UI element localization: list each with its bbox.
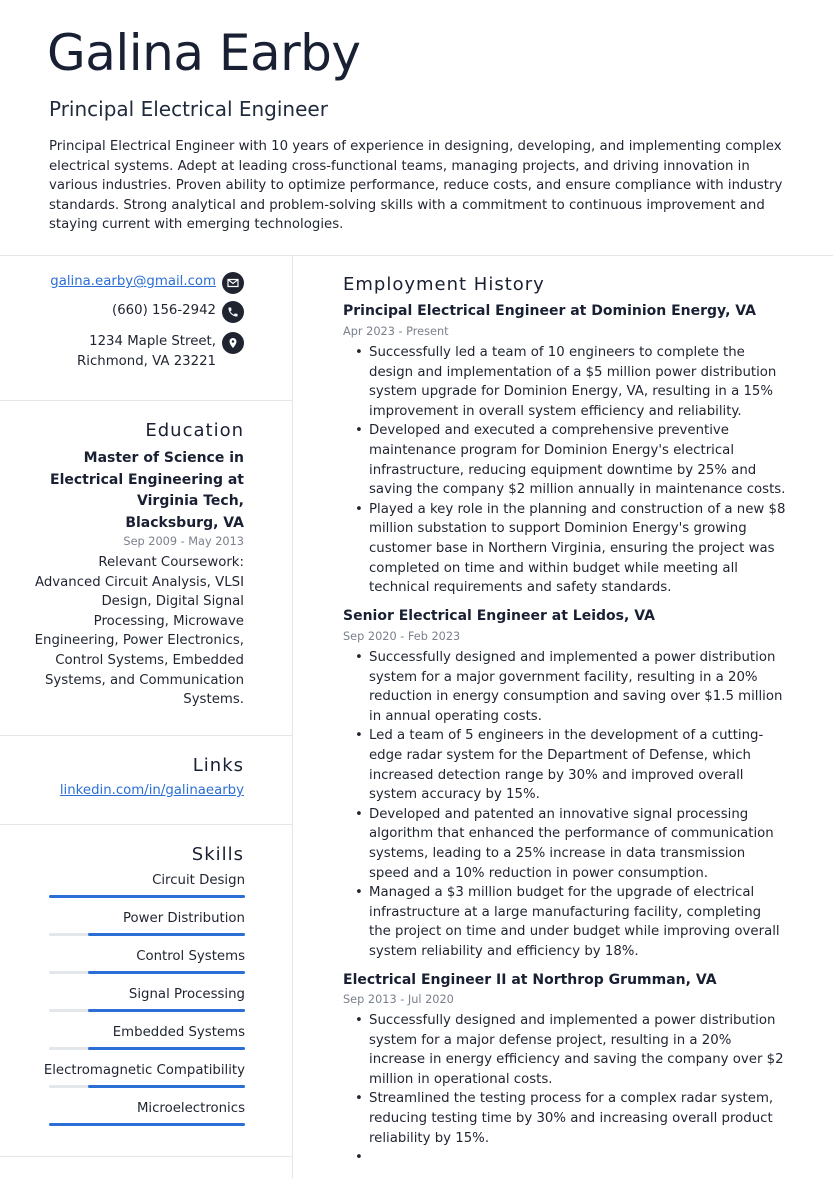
email-icon: [222, 272, 244, 294]
education-heading: Education: [145, 420, 244, 441]
list-item: • Developed and patented an innovative signal processing algorithm that enhanced the performance of communication systems, leading to a 25% increase in data transmission speed and a 10% reduction in power consumption.: [355, 805, 787, 883]
phone-icon: [222, 301, 244, 323]
skill-level-bar: [49, 1009, 245, 1012]
employment-heading: Employment History: [343, 274, 545, 295]
skill-name: Electromagnetic Compatibility: [43, 1063, 245, 1078]
location-pin-icon: [222, 332, 244, 354]
skill-level-fill: [88, 1085, 245, 1088]
skill-level-fill: [88, 1009, 245, 1012]
education-degree: Master of Science in Electrical Engineering at Virginia Tech, Blacksburg, VA: [50, 450, 244, 531]
resume-header: [0, 0, 833, 256]
linkedin-link[interactable]: linkedin.com/in/galinaearby: [59, 783, 244, 798]
skill-level-bar: [49, 1123, 245, 1126]
list-item: [355, 1148, 787, 1168]
skill-name: Control Systems: [136, 949, 245, 964]
list-item: • Managed a $3 million budget for the upgrade of electrical infrastructure at a large manufacturing facility, completing the project on time and under budget while improving overall system reliability and efficiency by 18%.: [355, 883, 787, 961]
list-item: • Successfully designed and implemented a power distribution system for a major government facility, resulting in a 20% reduction in energy consumption and saving over $1.5 million in annual operating costs.: [355, 648, 787, 726]
skill-level-bar: [49, 971, 245, 974]
skill-level-bar: [49, 1047, 245, 1050]
list-item: • Streamlined the testing process for a complex radar system, reducing testing time by 30% and increasing overall product reliability by 15%.: [355, 1089, 787, 1148]
links-heading: Links: [192, 755, 244, 776]
skill-level-fill: [88, 971, 245, 974]
skill-level-bar: [49, 933, 245, 936]
skill-name: Circuit Design: [152, 873, 245, 888]
skills-heading: Skills: [191, 844, 244, 865]
list-item: • Successfully designed and implemented a power distribution system for a major defense project, resulting in a 20% increase in energy efficiency and saving the company over $2 million in operational costs.: [355, 1011, 787, 1089]
job-title: Senior Electrical Engineer at Leidos, VA: [343, 608, 655, 624]
skill-item: [43, 1063, 245, 1101]
skill-item: [49, 1101, 245, 1139]
skill-name: Signal Processing: [128, 987, 245, 1002]
skill-item: [49, 987, 245, 1025]
divider: [0, 735, 293, 736]
job-dates: Apr 2023 - Present: [343, 325, 449, 338]
skill-level-fill: [49, 1123, 245, 1126]
list-item: • Successfully led a team of 10 engineers to complete the design and implementation of a $5 million power distribution system upgrade for Dominion Energy, VA, resulting in a 15% improvement in overall system efficiency and reliability.: [355, 343, 787, 421]
job-dates: Sep 2013 - Jul 2020: [343, 993, 454, 1006]
skill-name: Power Distribution: [122, 911, 245, 926]
skill-item: [49, 1025, 245, 1063]
phone-number: (660) 156-2942: [112, 303, 216, 318]
skill-item: [49, 911, 245, 949]
skill-level-fill: [88, 1047, 245, 1050]
list-item: • Developed and executed a comprehensive preventive maintenance program for Dominion Energy's electrical infrastructure, reducing equipment downtime by 25% and saving the company $2 million annually in maintenance costs.: [355, 421, 787, 499]
skill-item: [49, 949, 245, 987]
skill-level-bar: [49, 1085, 245, 1088]
list-item: • Played a key role in the planning and construction of a new $8 million substation to support Dominion Energy's growing customer base in Northern Virginia, ensuring the project was completed on time and within budget while meeting all technical requirements and safety standards.: [355, 500, 787, 598]
education-description: Relevant Coursework: Advanced Circuit Analysis, VLSI Design, Digital Signal Processing, Microwave Engineering, Power Electronics, Control Systems, Embedded Systems, and Communication Systems.: [34, 555, 244, 708]
skill-level-fill: [88, 933, 245, 936]
candidate-title: Principal Electrical Engineer: [49, 97, 328, 121]
divider: [0, 824, 293, 825]
skill-level-fill: [49, 895, 245, 898]
skill-item: [49, 873, 245, 911]
skill-level-bar: [49, 895, 245, 898]
job-title: Principal Electrical Engineer at Dominion Energy, VA: [343, 303, 756, 319]
skill-name: Microelectronics: [136, 1101, 245, 1116]
job-bullets: [355, 648, 787, 962]
contact-address-row: [26, 332, 244, 372]
job-title: Electrical Engineer II at Northrop Grumman, VA: [343, 972, 717, 988]
job-bullets: [355, 1011, 787, 1168]
job-bullets: [355, 343, 787, 598]
divider: [0, 1156, 293, 1157]
candidate-name: Galina Earby: [47, 24, 361, 82]
skill-name: Embedded Systems: [112, 1025, 245, 1040]
street-address: 1234 Maple Street, Richmond, VA 23221: [77, 334, 216, 369]
education-dates: Sep 2009 - May 2013: [123, 535, 244, 548]
left-column: [0, 256, 293, 1178]
profile-summary: Principal Electrical Engineer with 10 years of experience in designing, developing, and implementing complex electrical systems. Adept at leading cross-functional teams, managing projects, and driving innovation in various industries. Proven ability to optimize performance, reduce costs, and ensure compliance with industry standards. Strong analytical and problem-solving skills with a commitment to continuous improvement and staying current with emerging technologies.: [49, 139, 783, 233]
contact-email-row: [50, 272, 244, 294]
divider: [0, 400, 293, 401]
email-link[interactable]: galina.earby@gmail.com: [50, 274, 216, 289]
job-dates: Sep 2020 - Feb 2023: [343, 630, 461, 643]
list-item: • Led a team of 5 engineers in the development of a cutting-edge radar system for the Department of Defense, which increased detection range by 30% and improved overall system accuracy by 15%.: [355, 726, 787, 804]
contact-phone-row: [112, 301, 244, 323]
